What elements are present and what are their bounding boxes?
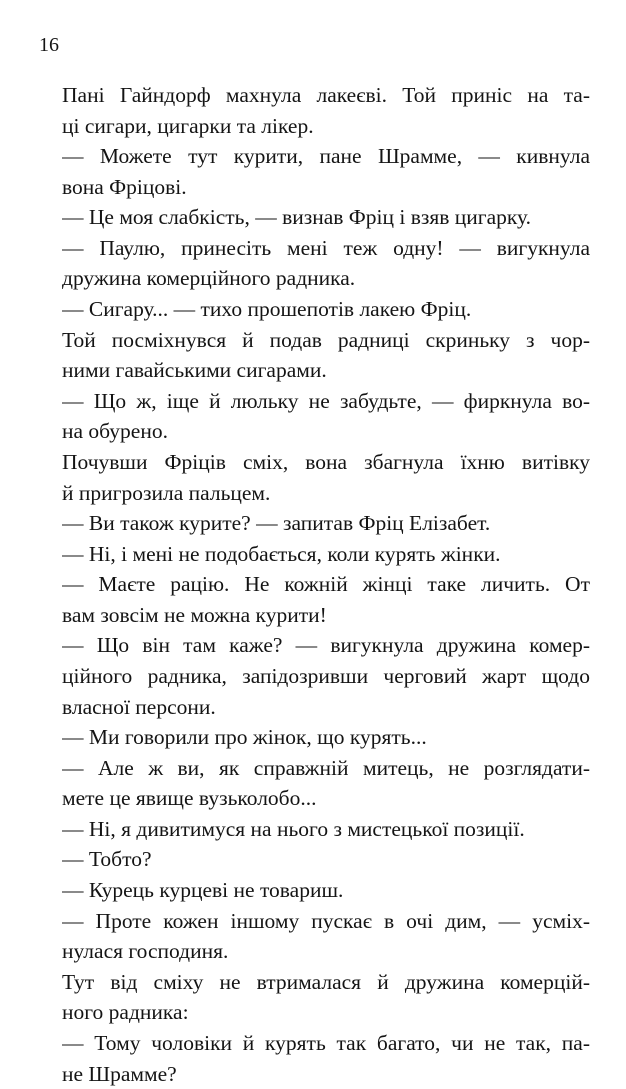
text-line: — Це моя слабкість, — визнав Фріц і взяв цигарку.: [62, 202, 590, 233]
page-number: 16: [39, 34, 59, 56]
text-line: на обурено.: [62, 416, 590, 447]
text-line: Пані Гайндорф махнула лакеєві. Той приніс на та-: [62, 80, 590, 111]
text-line: нулася господиня.: [62, 936, 590, 967]
text-line: ці сигари, цигарки та лікер.: [62, 111, 590, 142]
text-line: — Сигару... — тихо прошепотів лакею Фріц.: [62, 294, 590, 325]
text-line: ного радника:: [62, 997, 590, 1028]
text-line: — Курець курцеві не товариш.: [62, 875, 590, 906]
text-line: вам зовсім не можна курити!: [62, 600, 590, 631]
text-line: — Але ж ви, як справжній митець, не розглядати-: [62, 753, 590, 784]
text-line: — Ні, і мені не подобається, коли курять жінки.: [62, 539, 590, 570]
text-line: дружина комерційного радника.: [62, 263, 590, 294]
body-text: [62, 80, 590, 1089]
text-line: мете це явище вузьколобо...: [62, 783, 590, 814]
text-line: власної персони.: [62, 692, 590, 723]
text-line: — Тому чоловіки й курять так багато, чи не так, па-: [62, 1028, 590, 1059]
text-line: Той посміхнувся й подав радниці скриньку з чор-: [62, 325, 590, 356]
text-line: — Проте кожен іншому пускає в очі дим, — усміх-: [62, 906, 590, 937]
text-line: Тут від сміху не втрималася й дружина комерцій-: [62, 967, 590, 998]
text-line: не Шрамме?: [62, 1059, 590, 1089]
text-line: й пригрозила пальцем.: [62, 478, 590, 509]
text-line: — Що ж, іще й люльку не забудьте, — фиркнула во-: [62, 386, 590, 417]
text-line: ційного радника, запідозривши черговий жарт щодо: [62, 661, 590, 692]
text-line: Почувши Фріців сміх, вона збагнула їхню витівку: [62, 447, 590, 478]
text-line: — Маєте рацію. Не кожній жінці таке личить. От: [62, 569, 590, 600]
text-line: ними гавайськими сигарами.: [62, 355, 590, 386]
text-line: — Ви також курите? — запитав Фріц Елізабет.: [62, 508, 590, 539]
text-line: — Паулю, принесіть мені теж одну! — вигукнула: [62, 233, 590, 264]
text-line: — Можете тут курити, пане Шрамме, — кивнула: [62, 141, 590, 172]
text-line: — Тобто?: [62, 844, 590, 875]
text-line: — Що він там каже? — вигукнула дружина комер-: [62, 630, 590, 661]
text-line: вона Фріцові.: [62, 172, 590, 203]
text-line: — Ми говорили про жінок, що курять...: [62, 722, 590, 753]
text-line: — Ні, я дивитимуся на нього з мистецької позиції.: [62, 814, 590, 845]
